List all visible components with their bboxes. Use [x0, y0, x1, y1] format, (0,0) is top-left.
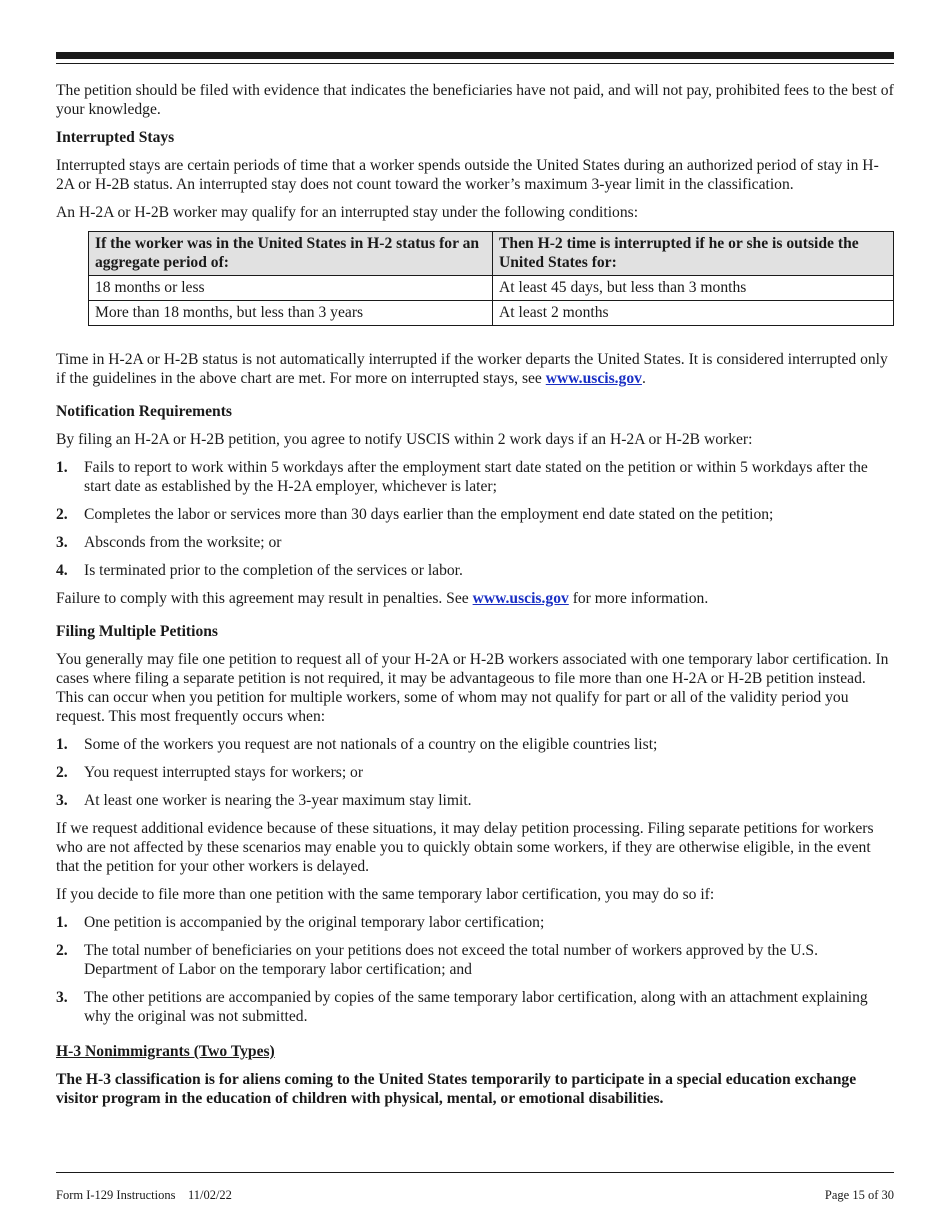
table-cell: At least 45 days, but less than 3 months [493, 276, 894, 301]
list-number: 2. [56, 942, 68, 959]
table-header-row [89, 232, 894, 276]
table-cell: More than 18 months, but less than 3 years [89, 301, 493, 326]
multiple-petitions-heading: Filing Multiple Petitions [56, 623, 218, 640]
list-number: 3. [56, 989, 68, 1006]
header-thin-rule [56, 63, 894, 64]
table-cell: At least 2 months [493, 301, 894, 326]
list-text: Absconds from the worksite; or [84, 534, 282, 551]
interrupted-stays-paragraph-1: Interrupted stays are certain periods of time that a worker spends outside the United States during an authorized period of stay in H-2A or H-2B status. An interrupted stay does not count toward the worker’s maximum 3-year limit in the classification. [56, 157, 879, 193]
list-item [56, 791, 894, 810]
list-number: 1. [56, 459, 68, 476]
notification-list [56, 458, 894, 580]
list-text: Is terminated prior to the completion of the services or labor. [84, 562, 463, 579]
list-text: One petition is accompanied by the original temporary labor certification; [84, 914, 545, 931]
footer-form-name: Form I-129 Instructions [56, 1188, 176, 1202]
multiple-petitions-paragraph-3: If you decide to file more than one petition with the same temporary labor certification, you may do so if: [56, 886, 715, 903]
multiple-petitions-list-2 [56, 913, 894, 1026]
list-number: 3. [56, 792, 68, 809]
list-text: Some of the workers you request are not nationals of a country on the eligible countries list; [84, 736, 658, 753]
list-number: 3. [56, 534, 68, 551]
table-row [89, 301, 894, 326]
list-number: 1. [56, 736, 68, 753]
list-text: Fails to report to work within 5 workdays after the employment start date stated on the petition or within 5 workdays after the start date as established by the H-2A employer, whichever is later; [84, 459, 868, 495]
list-item [56, 988, 894, 1026]
list-item [56, 735, 894, 754]
multiple-petitions-paragraph-2: If we request additional evidence because of these situations, it may delay petition processing. Filing separate petitions for workers who are not affected by these scenarios may enable you to quickly obtain some workers, if they are otherwise eligible, in the event that the petition for your other workers is delayed. [56, 820, 874, 875]
list-item [56, 913, 894, 932]
h3-classification-paragraph: The H-3 classification is for aliens coming to the United States temporarily to participate in a special education exchange visitor program in the education of children with physical, mental, or emotional disabilities. [56, 1071, 857, 1107]
page-footer [56, 1186, 894, 1205]
period-text: . [641, 370, 646, 387]
notification-heading: Notification Requirements [56, 403, 232, 420]
list-text: The other petitions are accompanied by copies of the same temporary labor certification, along with an attachment explaining why the original was not submitted. [84, 989, 868, 1025]
footer-page-number: Page 15 of 30 [824, 1188, 894, 1202]
list-text: You request interrupted stays for workers; or [84, 764, 364, 781]
list-number: 2. [56, 764, 68, 781]
list-text: At least one worker is nearing the 3-year maximum stay limit. [84, 792, 472, 809]
failure-paragraph [56, 589, 894, 608]
failure-text: Failure to comply with this agreement may result in penalties. See [56, 590, 473, 607]
footer-rule [56, 1172, 894, 1173]
uscis-link[interactable]: www.uscis.gov [472, 590, 569, 607]
list-number: 4. [56, 562, 68, 579]
interrupted-stays-text: Time in H-2A or H-2B status is not automatically interrupted if the worker departs the United States. It is considered interrupted only if the guidelines in the above chart are met. For more on interrupted stays, see [56, 351, 888, 387]
interrupted-stays-paragraph-3 [56, 350, 894, 388]
list-item [56, 505, 894, 524]
multiple-petitions-paragraph-1: You generally may file one petition to request all of your H-2A or H-2B workers associated with one temporary labor certification. In cases where filing a separate petition is not required, it may be advantageous to file more than one H-2A or H-2B petition instead. This can occur when you petition for multiple workers, some of whom may not qualify for part or all of the validity period you request. This most frequently occurs when: [56, 651, 889, 725]
list-number: 1. [56, 914, 68, 931]
footer-form-date: 11/02/22 [187, 1188, 232, 1202]
list-text: Completes the labor or services more than 30 days earlier than the employment end date stated on the petition; [84, 506, 774, 523]
table-header-cell: Then H-2 time is interrupted if he or she is outside the United States for: [493, 232, 894, 276]
table-header-cell: If the worker was in the United States in H-2 status for an aggregate period of: [89, 232, 493, 276]
failure-text-end: for more information. [568, 590, 709, 607]
list-item [56, 763, 894, 782]
h3-nonimmigrants-heading: H-3 Nonimmigrants (Two Types) [56, 1043, 275, 1060]
footer-form-info [56, 1186, 232, 1205]
interrupted-stay-table [88, 231, 894, 326]
intro-paragraph: The petition should be filed with evidence that indicates the beneficiaries have not paid, and will not pay, prohibited fees to the best of your knowledge. [56, 82, 894, 118]
list-item [56, 533, 894, 552]
list-text: The total number of beneficiaries on your petitions does not exceed the total number of workers approved by the U.S. Department of Labor on the temporary labor certification; and [84, 942, 818, 978]
list-item [56, 561, 894, 580]
header-thick-rule [56, 52, 894, 59]
list-item [56, 458, 894, 496]
table-row [89, 276, 894, 301]
list-number: 2. [56, 506, 68, 523]
uscis-link[interactable]: www.uscis.gov [545, 370, 642, 387]
interrupted-stays-paragraph-2: An H-2A or H-2B worker may qualify for an interrupted stay under the following conditions: [56, 204, 639, 221]
interrupted-stays-heading: Interrupted Stays [56, 129, 175, 146]
list-item [56, 941, 894, 979]
multiple-petitions-list-1 [56, 735, 894, 810]
page-content [56, 81, 894, 1117]
table-cell: 18 months or less [89, 276, 493, 301]
notification-intro: By filing an H-2A or H-2B petition, you agree to notify USCIS within 2 work days if an H-2A or H-2B worker: [56, 431, 753, 448]
